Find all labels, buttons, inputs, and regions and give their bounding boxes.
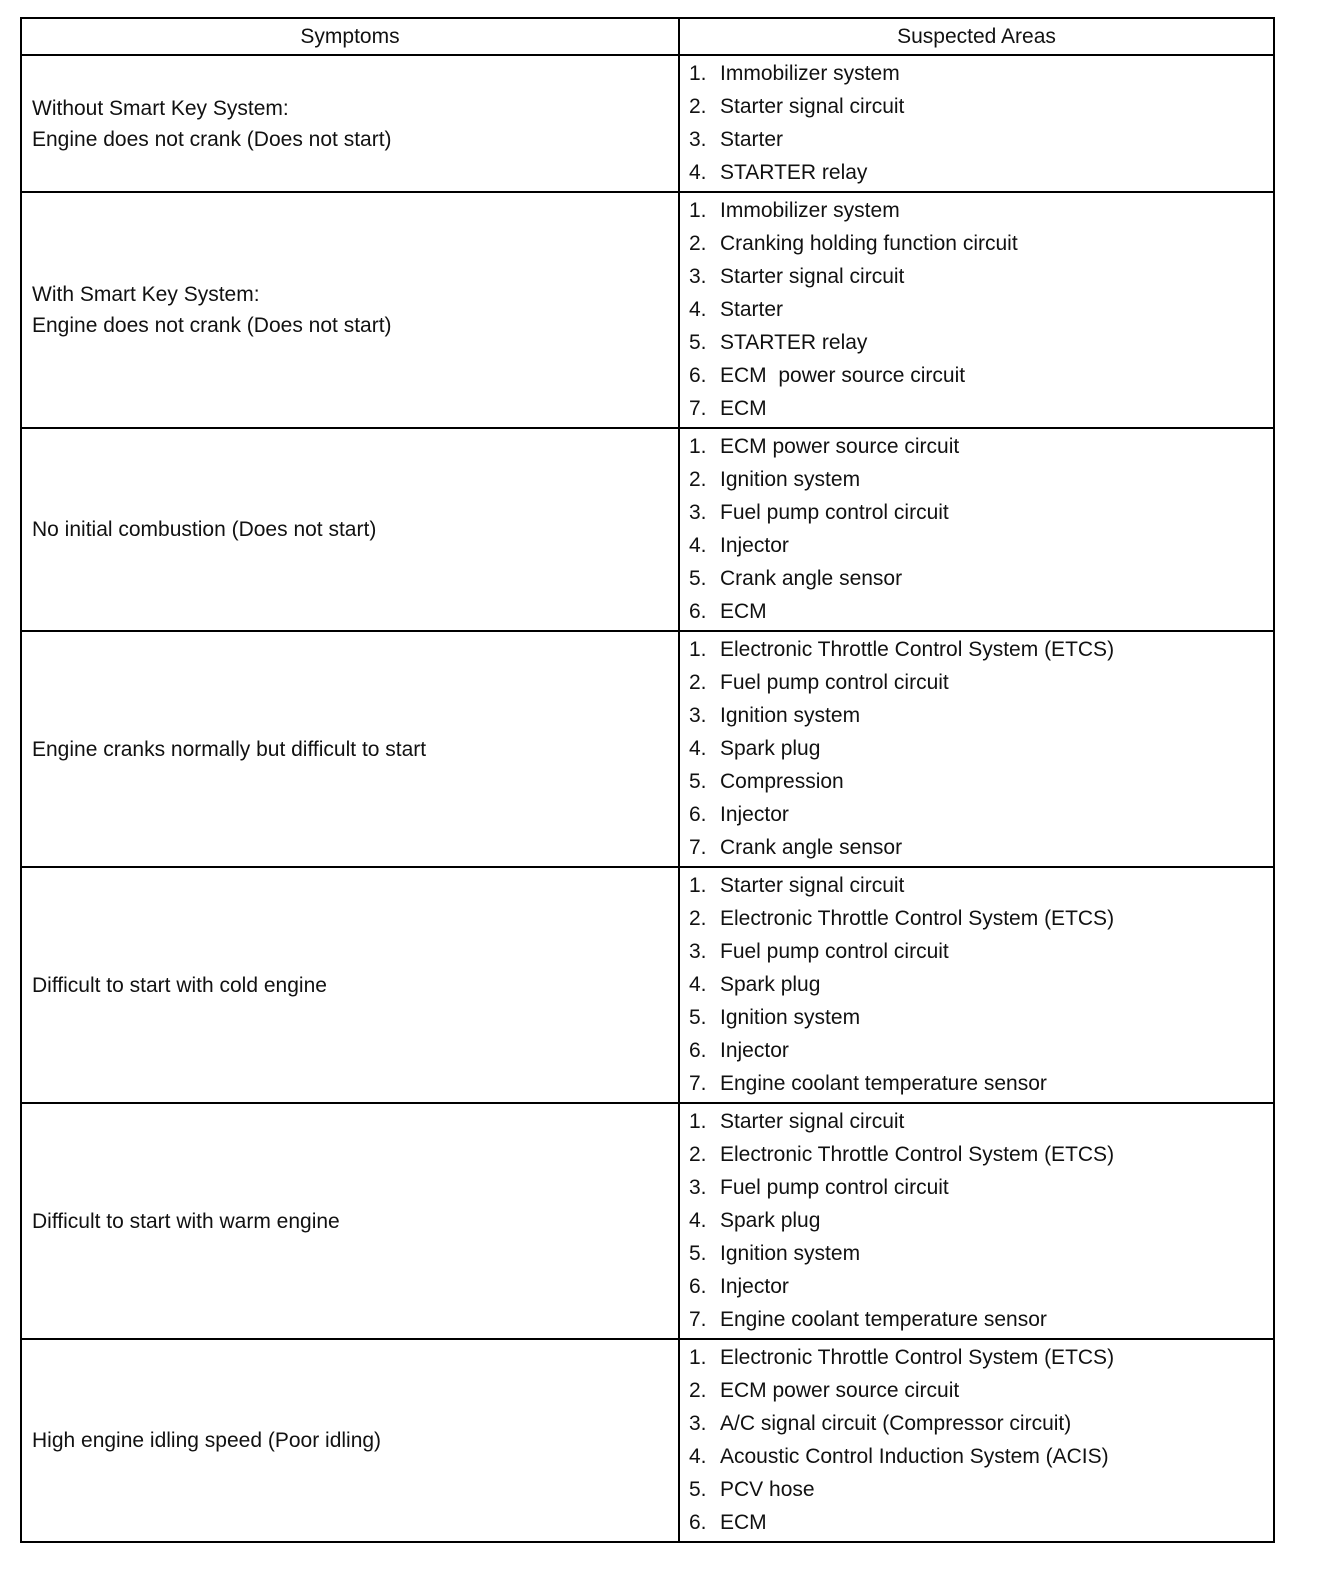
area-number: 6. bbox=[689, 802, 707, 826]
area-number: 3. bbox=[689, 703, 707, 727]
area-number: 1. bbox=[689, 198, 707, 222]
area-list bbox=[680, 633, 1273, 864]
area-number: 5. bbox=[689, 1477, 707, 1501]
table-row bbox=[21, 192, 1274, 428]
area-item bbox=[680, 1138, 1273, 1171]
table-row bbox=[21, 55, 1274, 192]
area-item bbox=[680, 699, 1273, 732]
area-number: 2. bbox=[689, 1142, 707, 1166]
area-number: 2. bbox=[689, 670, 707, 694]
area-number: 2. bbox=[689, 467, 707, 491]
area-number: 2. bbox=[689, 94, 707, 118]
area-item bbox=[680, 732, 1273, 765]
area-item bbox=[680, 1341, 1273, 1374]
area-item bbox=[680, 156, 1273, 189]
symptom-text: Engine does not crank (Does not start) bbox=[32, 314, 392, 337]
area-item bbox=[680, 765, 1273, 798]
area-text: Crank angle sensor bbox=[720, 835, 903, 859]
symptom-text: High engine idling speed (Poor idling) bbox=[32, 1429, 382, 1452]
area-text: Starter signal circuit bbox=[720, 264, 905, 288]
area-text: STARTER relay bbox=[720, 160, 868, 184]
area-text: Ignition system bbox=[720, 1005, 861, 1029]
area-item bbox=[680, 392, 1273, 425]
area-item bbox=[680, 1034, 1273, 1067]
area-item bbox=[680, 1171, 1273, 1204]
area-number: 5. bbox=[689, 769, 707, 793]
area-item bbox=[680, 968, 1273, 1001]
symptom-cell bbox=[21, 631, 679, 867]
area-number: 7. bbox=[689, 1307, 707, 1331]
table-row bbox=[21, 428, 1274, 631]
area-number: 1. bbox=[689, 1109, 707, 1133]
area-text: Injector bbox=[720, 1038, 789, 1062]
symptom-cell bbox=[21, 428, 679, 631]
area-item bbox=[680, 831, 1273, 864]
area-text: Crank angle sensor bbox=[720, 566, 903, 590]
symptom-cell bbox=[21, 867, 679, 1103]
area-text: Cranking holding function circuit bbox=[720, 231, 1018, 255]
area-text: STARTER relay bbox=[720, 330, 868, 354]
area-text: Engine coolant temperature sensor bbox=[720, 1307, 1047, 1331]
area-number: 1. bbox=[689, 61, 707, 85]
area-list bbox=[680, 57, 1273, 189]
area-number: 4. bbox=[689, 160, 707, 184]
area-item bbox=[680, 123, 1273, 156]
area-text: Starter signal circuit bbox=[720, 1109, 905, 1133]
area-item bbox=[680, 293, 1273, 326]
symptom-text: Difficult to start with warm engine bbox=[32, 1209, 340, 1233]
area-item bbox=[680, 1374, 1273, 1407]
area-number: 6. bbox=[689, 1274, 707, 1298]
area-text: Starter signal circuit bbox=[720, 94, 905, 118]
area-number: 5. bbox=[689, 1005, 707, 1029]
area-item bbox=[680, 227, 1273, 260]
area-text: Ignition system bbox=[720, 1241, 861, 1265]
suspected-areas-cell bbox=[679, 192, 1274, 428]
area-number: 5. bbox=[689, 566, 707, 590]
area-number: 3. bbox=[689, 500, 707, 524]
area-item bbox=[680, 496, 1273, 529]
area-text: Ignition system bbox=[720, 467, 861, 491]
area-text: Starter signal circuit bbox=[720, 873, 905, 897]
area-text: Injector bbox=[720, 1274, 789, 1298]
area-text: Electronic Throttle Control System (ETCS) bbox=[720, 1142, 1115, 1166]
area-text: Immobilizer system bbox=[720, 61, 900, 85]
area-number: 7. bbox=[689, 396, 707, 420]
suspected-areas-cell bbox=[679, 428, 1274, 631]
area-number: 2. bbox=[689, 231, 707, 255]
area-text: ECM power source circuit bbox=[720, 363, 966, 387]
area-item bbox=[680, 562, 1273, 595]
suspected-areas-cell bbox=[679, 55, 1274, 192]
area-number: 6. bbox=[689, 599, 707, 623]
symptom-text: Difficult to start with cold engine bbox=[32, 973, 327, 997]
header-row bbox=[21, 18, 1274, 55]
area-item bbox=[680, 1407, 1273, 1440]
symptom-text: With Smart Key System: bbox=[32, 283, 260, 306]
symptom-cell bbox=[21, 1339, 679, 1542]
area-number: 7. bbox=[689, 835, 707, 859]
table-row bbox=[21, 1103, 1274, 1339]
area-text: Fuel pump control circuit bbox=[720, 500, 949, 524]
area-item bbox=[680, 1440, 1273, 1473]
area-number: 3. bbox=[689, 1411, 707, 1435]
area-number: 2. bbox=[689, 1378, 707, 1402]
area-item bbox=[680, 529, 1273, 562]
area-number: 7. bbox=[689, 1071, 707, 1095]
area-text: ECM bbox=[720, 396, 767, 420]
area-number: 4. bbox=[689, 297, 707, 321]
symptom-cell bbox=[21, 1103, 679, 1339]
suspected-areas-cell bbox=[679, 867, 1274, 1103]
area-item bbox=[680, 666, 1273, 699]
area-item bbox=[680, 633, 1273, 666]
area-item bbox=[680, 194, 1273, 227]
area-item bbox=[680, 1270, 1273, 1303]
area-text: A/C signal circuit (Compressor circuit) bbox=[720, 1411, 1072, 1435]
area-item bbox=[680, 90, 1273, 123]
suspected-areas-header: Suspected Areas bbox=[679, 18, 1274, 55]
area-text: Acoustic Control Induction System (ACIS) bbox=[720, 1444, 1109, 1468]
area-text: Spark plug bbox=[720, 1208, 821, 1232]
area-item bbox=[680, 595, 1273, 628]
area-text: Injector bbox=[720, 802, 789, 826]
area-number: 4. bbox=[689, 972, 707, 996]
area-list bbox=[680, 1341, 1273, 1539]
area-list bbox=[680, 430, 1273, 628]
area-text: Spark plug bbox=[720, 972, 821, 996]
area-text: ECM bbox=[720, 1510, 767, 1534]
area-number: 1. bbox=[689, 1345, 707, 1369]
area-text: Electronic Throttle Control System (ETCS) bbox=[720, 906, 1115, 930]
area-item bbox=[680, 260, 1273, 293]
area-text: PCV hose bbox=[720, 1477, 815, 1501]
area-number: 3. bbox=[689, 127, 707, 151]
area-item bbox=[680, 1303, 1273, 1336]
table-row bbox=[21, 867, 1274, 1103]
area-number: 5. bbox=[689, 330, 707, 354]
symptom-text: Engine cranks normally but difficult to start bbox=[32, 737, 427, 761]
symptom-cell bbox=[21, 55, 679, 192]
area-number: 4. bbox=[689, 1444, 707, 1468]
area-number: 4. bbox=[689, 736, 707, 760]
area-text: ECM power source circuit bbox=[720, 434, 960, 458]
area-number: 3. bbox=[689, 939, 707, 963]
area-item bbox=[680, 1473, 1273, 1506]
area-text: Injector bbox=[720, 533, 789, 557]
symptom-table bbox=[20, 17, 1275, 1543]
area-item bbox=[680, 1237, 1273, 1270]
area-text: Starter bbox=[720, 297, 784, 321]
area-list bbox=[680, 869, 1273, 1100]
area-text: ECM power source circuit bbox=[720, 1378, 960, 1402]
area-number: 1. bbox=[689, 637, 707, 661]
area-text: Fuel pump control circuit bbox=[720, 670, 949, 694]
suspected-areas-cell bbox=[679, 631, 1274, 867]
area-number: 1. bbox=[689, 873, 707, 897]
symptom-text: No initial combustion (Does not start) bbox=[32, 518, 377, 541]
symptom-text: Engine does not crank (Does not start) bbox=[32, 127, 392, 151]
area-text: Compression bbox=[720, 769, 844, 793]
area-item bbox=[680, 430, 1273, 463]
area-number: 4. bbox=[689, 1208, 707, 1232]
area-text: Spark plug bbox=[720, 736, 821, 760]
area-text: Electronic Throttle Control System (ETCS) bbox=[720, 1345, 1115, 1369]
area-number: 6. bbox=[689, 1510, 707, 1534]
area-list bbox=[680, 1105, 1273, 1336]
table-row bbox=[21, 631, 1274, 867]
table-row bbox=[21, 1339, 1274, 1542]
table-body bbox=[21, 55, 1274, 1542]
area-number: 2. bbox=[689, 906, 707, 930]
area-number: 6. bbox=[689, 1038, 707, 1062]
area-item bbox=[680, 1067, 1273, 1100]
area-number: 3. bbox=[689, 1175, 707, 1199]
area-item bbox=[680, 1204, 1273, 1237]
area-text: Immobilizer system bbox=[720, 198, 900, 222]
area-number: 1. bbox=[689, 434, 707, 458]
symptom-text: Without Smart Key System: bbox=[32, 96, 289, 120]
area-item bbox=[680, 935, 1273, 968]
area-list bbox=[680, 194, 1273, 425]
area-text: Engine coolant temperature sensor bbox=[720, 1071, 1047, 1095]
area-number: 6. bbox=[689, 363, 707, 387]
area-item bbox=[680, 798, 1273, 831]
area-text: Starter bbox=[720, 127, 784, 151]
area-text: Electronic Throttle Control System (ETCS) bbox=[720, 637, 1115, 661]
symptoms-header: Symptoms bbox=[21, 18, 679, 55]
area-item bbox=[680, 359, 1273, 392]
area-item bbox=[680, 57, 1273, 90]
area-item bbox=[680, 869, 1273, 902]
symptom-cell bbox=[21, 192, 679, 428]
area-number: 3. bbox=[689, 264, 707, 288]
area-item bbox=[680, 1506, 1273, 1539]
area-item bbox=[680, 326, 1273, 359]
suspected-areas-cell bbox=[679, 1339, 1274, 1542]
area-number: 4. bbox=[689, 533, 707, 557]
area-item bbox=[680, 463, 1273, 496]
area-text: Ignition system bbox=[720, 703, 861, 727]
area-text: Fuel pump control circuit bbox=[720, 939, 949, 963]
area-item bbox=[680, 1105, 1273, 1138]
area-item bbox=[680, 1001, 1273, 1034]
area-text: Fuel pump control circuit bbox=[720, 1175, 949, 1199]
suspected-areas-cell bbox=[679, 1103, 1274, 1339]
area-text: ECM bbox=[720, 599, 767, 623]
area-item bbox=[680, 902, 1273, 935]
area-number: 5. bbox=[689, 1241, 707, 1265]
